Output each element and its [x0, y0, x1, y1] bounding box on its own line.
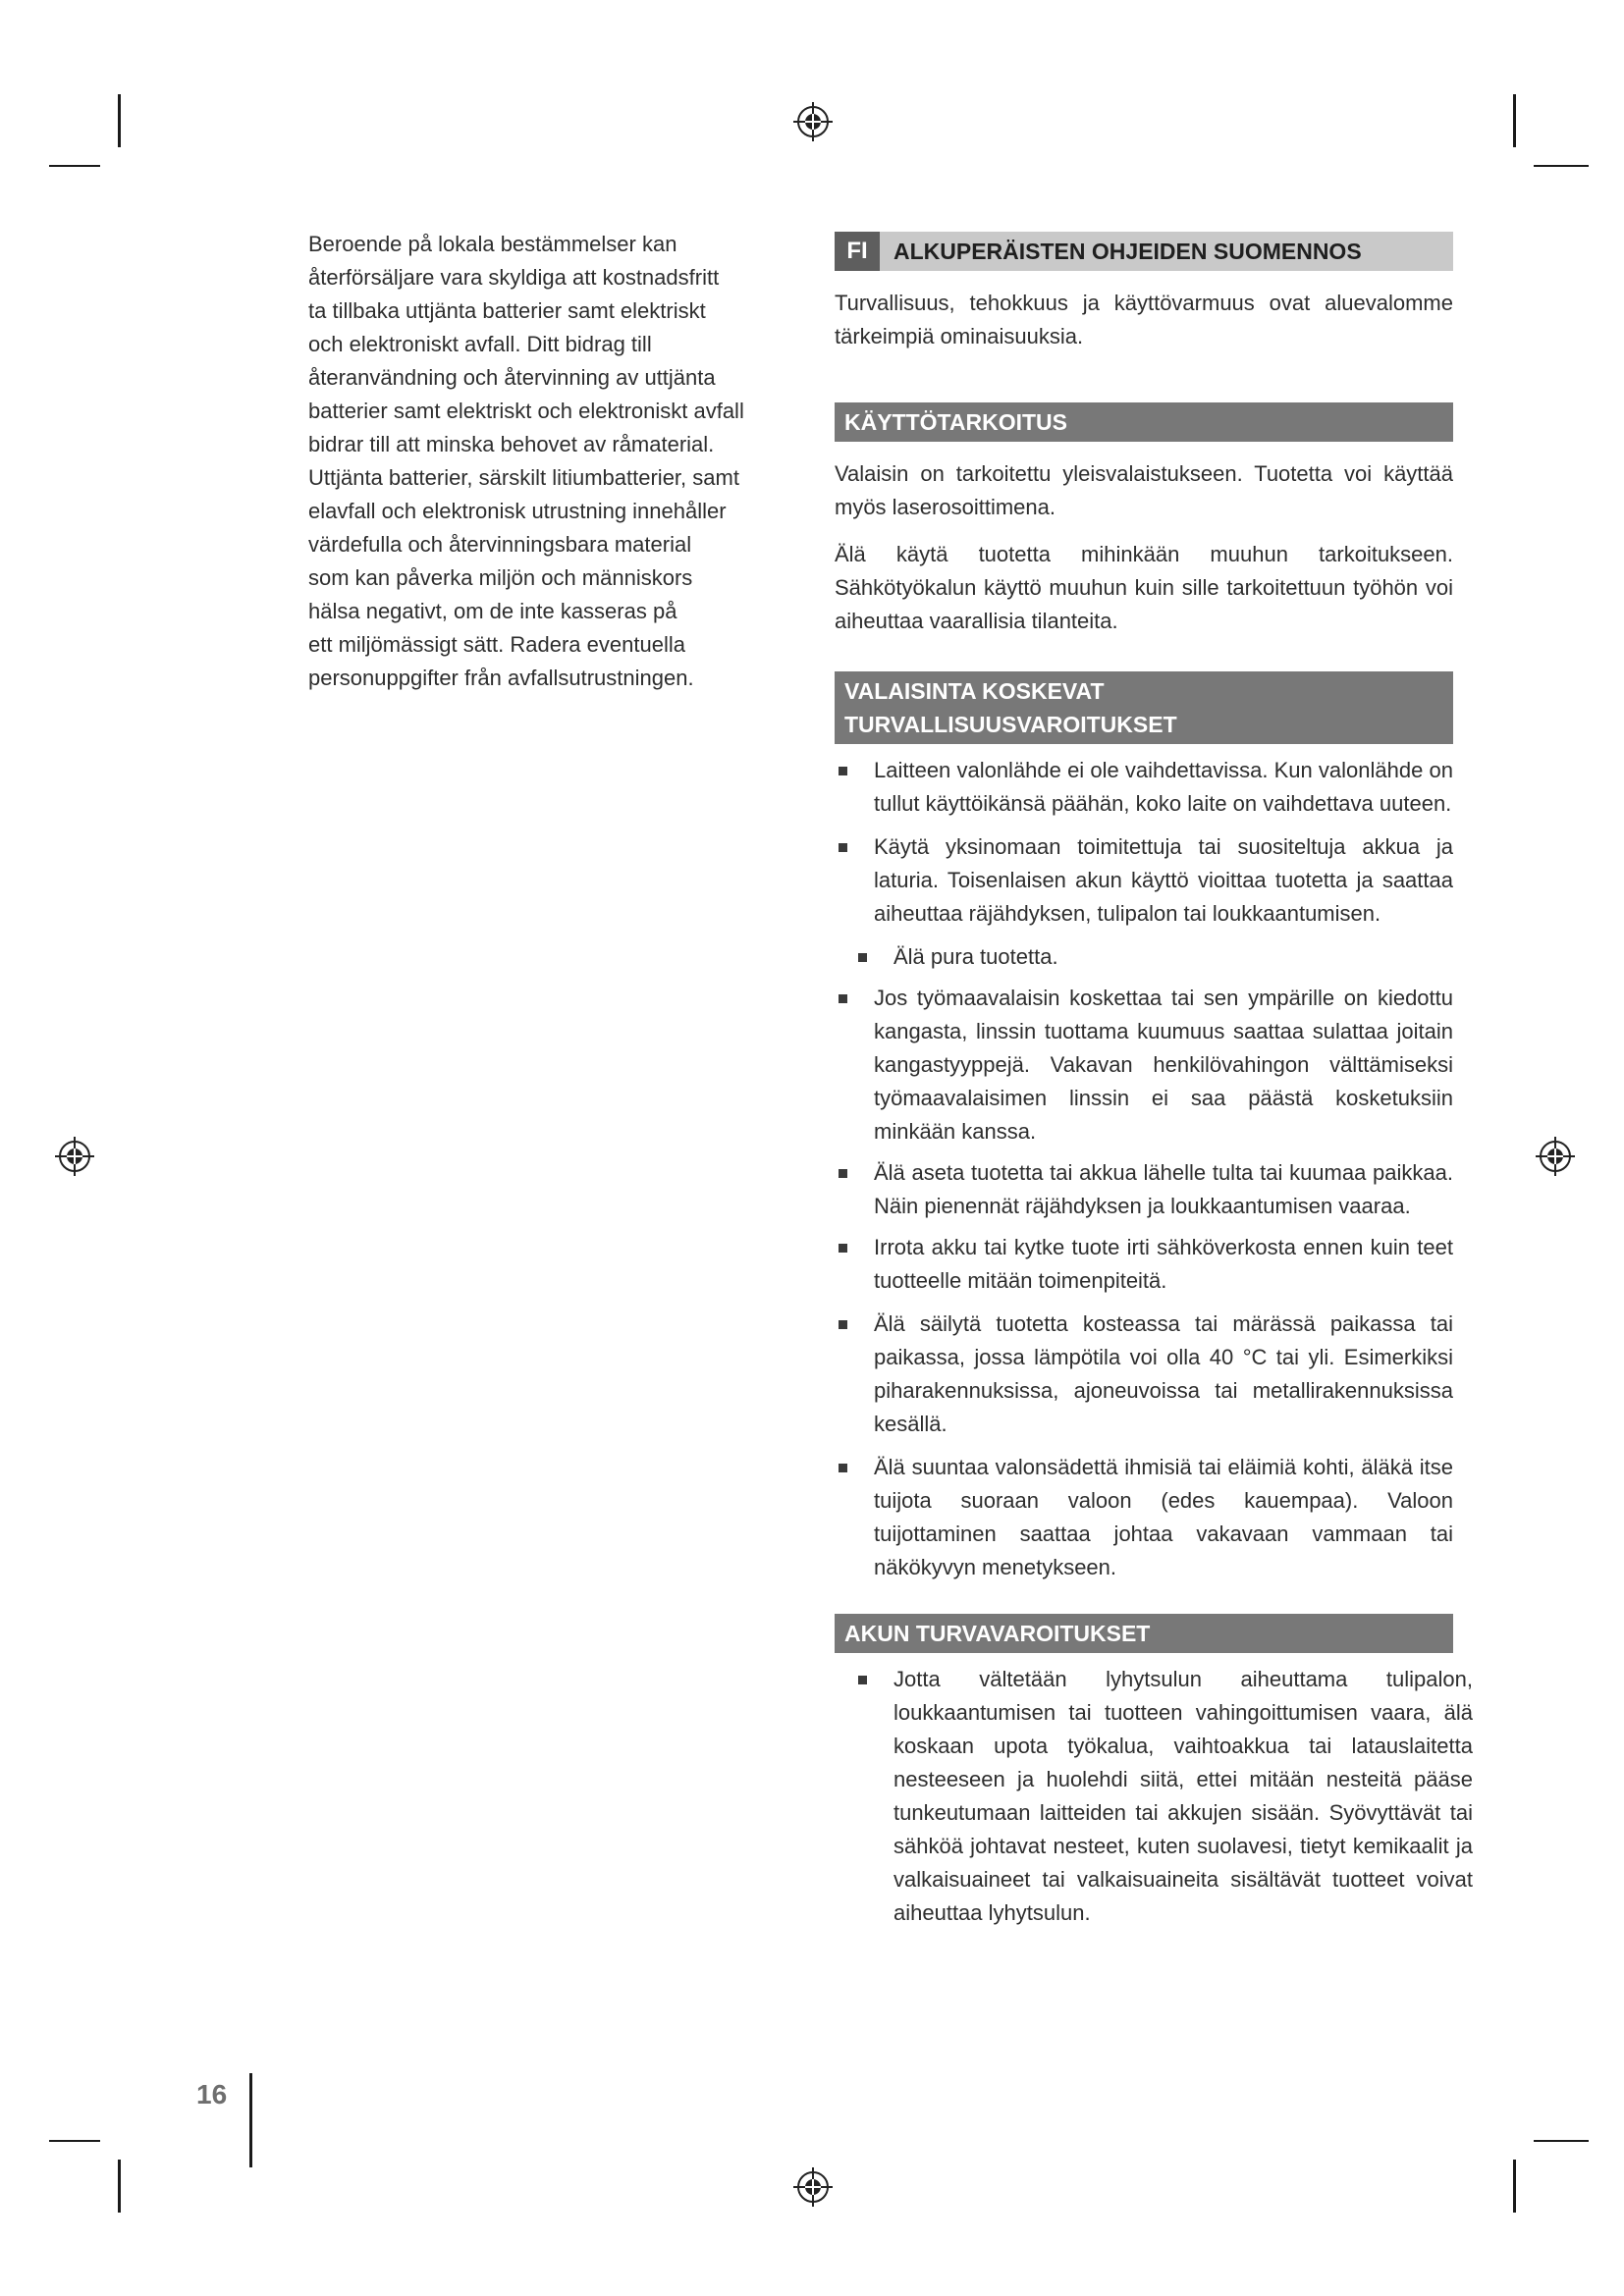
- bullet-square-icon: [839, 1464, 847, 1472]
- crop-mark: [118, 2160, 121, 2213]
- list-item-text: Älä säilytä tuotetta kosteassa tai märässä paikassa tai paikassa, jossa lämpötila voi olla 40 °C tai yli. Esimerkiksi piharakennuksissa, ajoneuvoissa tai metallirakennuksissa kesällä.: [874, 1311, 1453, 1436]
- crop-mark: [1534, 165, 1589, 167]
- bullet-square-icon: [839, 1169, 847, 1178]
- text-line: batterier samt elektriskt och elektroniskt avfall: [308, 399, 744, 423]
- right-column: [835, 232, 1473, 1930]
- list-item: [835, 982, 1453, 1148]
- list-item-text: Älä pura tuotetta.: [893, 944, 1058, 969]
- section-header-battery-safety: AKUN TURVAVAROITUKSET: [835, 1614, 1453, 1653]
- registration-mark-icon: [53, 1135, 96, 1178]
- list-item-text: Jos työmaavalaisin koskettaa tai sen ympärille on kiedottu kangasta, linssin tuottama kuumuus saattaa sulattaa joitain kangastyyppejä. Vakavan henkilövahingon välttämiseksi työmaavalaisimen linssin ei saa päästä kosketuksiin minkään kanssa.: [874, 986, 1453, 1144]
- text-line: hälsa negativt, om de inte kasseras på: [308, 599, 677, 623]
- crop-mark: [1513, 94, 1516, 147]
- list-item: [835, 754, 1453, 821]
- list-item-text: Jotta vältetään lyhytsulun aiheuttama tulipalon, loukkaantumisen tai tuotteen vahingoittumisen vaara, älä koskaan upota työkalua, vaihtoakkua tai latauslaitetta nesteeseen ja huolehdi siitä, ettei mitään nesteitä pääse tunkeutumaan laitteiden tai akkujen sisään. Syövyttävät tai sähköä johtavat nesteet, kuten suolavesi, tietyt kemikaalit ja valkaisuaineet tai valkaisuaineita sisältävät tuotteet voivat aiheuttaa lyhytsulun.: [893, 1667, 1473, 1925]
- section-header-lamp-safety: [835, 671, 1453, 744]
- bullet-square-icon: [858, 1676, 867, 1684]
- left-column-text: [308, 228, 780, 695]
- text-line: elavfall och elektronisk utrustning innehåller: [308, 499, 727, 523]
- bullet-square-icon: [858, 953, 867, 962]
- text-line: Uttjänta batterier, särskilt litiumbatterier, samt: [308, 465, 739, 490]
- list-item-text: Älä aseta tuotetta tai akkua lähelle tulta tai kuumaa paikkaa. Näin pienennät räjähdyksen ja loukkaantumisen vaaraa.: [874, 1160, 1453, 1218]
- list-item-text: Irrota akku tai kytke tuote irti sähköverkosta ennen kuin teet tuotteelle mitään toimenpiteitä.: [874, 1235, 1453, 1293]
- bullet-square-icon: [839, 843, 847, 852]
- list-item: [835, 940, 1453, 974]
- registration-mark-icon: [1534, 1135, 1577, 1178]
- list-item: [835, 830, 1453, 931]
- section-header-line: VALAISINTA KOSKEVAT: [844, 678, 1105, 704]
- language-header-title: ALKUPERÄISTEN OHJEIDEN SUOMENNOS: [893, 239, 1362, 264]
- list-item-text: Käytä yksinomaan toimitettuja tai suositeltuja akkua ja laturia. Toisenlaisen akun käyttö vioittaa tuotetta ja saattaa aiheuttaa räjähdyksen, tulipalon tai loukkaantumisen.: [874, 834, 1453, 926]
- text-line: ett miljömässigt sätt. Radera eventuella: [308, 632, 685, 657]
- intro-paragraph: Turvallisuus, tehokkuus ja käyttövarmuus ovat aluevalomme tärkeimpiä ominaisuuksia.: [835, 291, 1453, 348]
- paragraph: Valaisin on tarkoitettu yleisvalaistukseen. Tuotetta voi käyttää myös laserosoittimena.: [835, 461, 1453, 519]
- text-line: personuppgifter från avfallsutrustningen.: [308, 666, 694, 690]
- text-line: värdefulla och återvinningsbara material: [308, 532, 692, 557]
- text-line: bidrar till att minska behovet av råmaterial.: [308, 432, 715, 456]
- list-item: [835, 1231, 1453, 1298]
- bullet-square-icon: [839, 1320, 847, 1329]
- crop-mark: [118, 94, 121, 147]
- battery-safety-list: [835, 1663, 1473, 1930]
- registration-mark-icon: [791, 2165, 835, 2209]
- section-header-line: TURVALLISUUSVAROITUKSET: [844, 712, 1177, 737]
- language-code-badge: FI: [835, 232, 880, 271]
- text-line: och elektroniskt avfall. Ditt bidrag till: [308, 332, 652, 356]
- registration-mark-icon: [791, 100, 835, 143]
- list-item: [835, 1663, 1473, 1930]
- lamp-safety-list: [835, 754, 1453, 1584]
- text-line: som kan påverka miljön och människors: [308, 565, 693, 590]
- page-number-rule: [249, 2073, 252, 2167]
- bullet-square-icon: [839, 994, 847, 1003]
- crop-mark: [1534, 2140, 1589, 2142]
- crop-mark: [49, 165, 100, 167]
- list-item: [835, 1451, 1453, 1584]
- list-item: [835, 1156, 1453, 1223]
- text-line: återanvändning och återvinning av uttjänta: [308, 365, 716, 390]
- crop-mark: [1513, 2160, 1516, 2213]
- bullet-square-icon: [839, 1244, 847, 1253]
- language-header: [835, 232, 1453, 271]
- text-line: återförsäljare vara skyldiga att kostnadsfritt: [308, 265, 720, 290]
- paragraph: Älä käytä tuotetta mihinkään muuhun tarkoitukseen. Sähkötyökalun käyttö muuhun kuin sille tarkoitettuun työhön voi aiheuttaa vaarallisia tilanteita.: [835, 542, 1453, 633]
- text-line: ta tillbaka uttjänta batterier samt elektriskt: [308, 298, 706, 323]
- section-header-intended-use: KÄYTTÖTARKOITUS: [835, 402, 1453, 442]
- page-number: 16: [196, 2079, 228, 2109]
- text-line: Beroende på lokala bestämmelser kan: [308, 232, 677, 256]
- crop-mark: [49, 2140, 100, 2142]
- list-item: [835, 1308, 1453, 1441]
- list-item-text: Laitteen valonlähde ei ole vaihdettavissa. Kun valonlähde on tullut käyttöikänsä päähän, koko laite on vaihdettava uuteen.: [874, 758, 1453, 816]
- list-item-text: Älä suuntaa valonsädettä ihmisiä tai eläimiä kohti, äläkä itse tuijota suoraan valoon (edes kauempaa). Valoon tuijottaminen saattaa johtaa vakavaan vammaan tai näkökyvyn menetykseen.: [874, 1455, 1453, 1579]
- bullet-square-icon: [839, 767, 847, 775]
